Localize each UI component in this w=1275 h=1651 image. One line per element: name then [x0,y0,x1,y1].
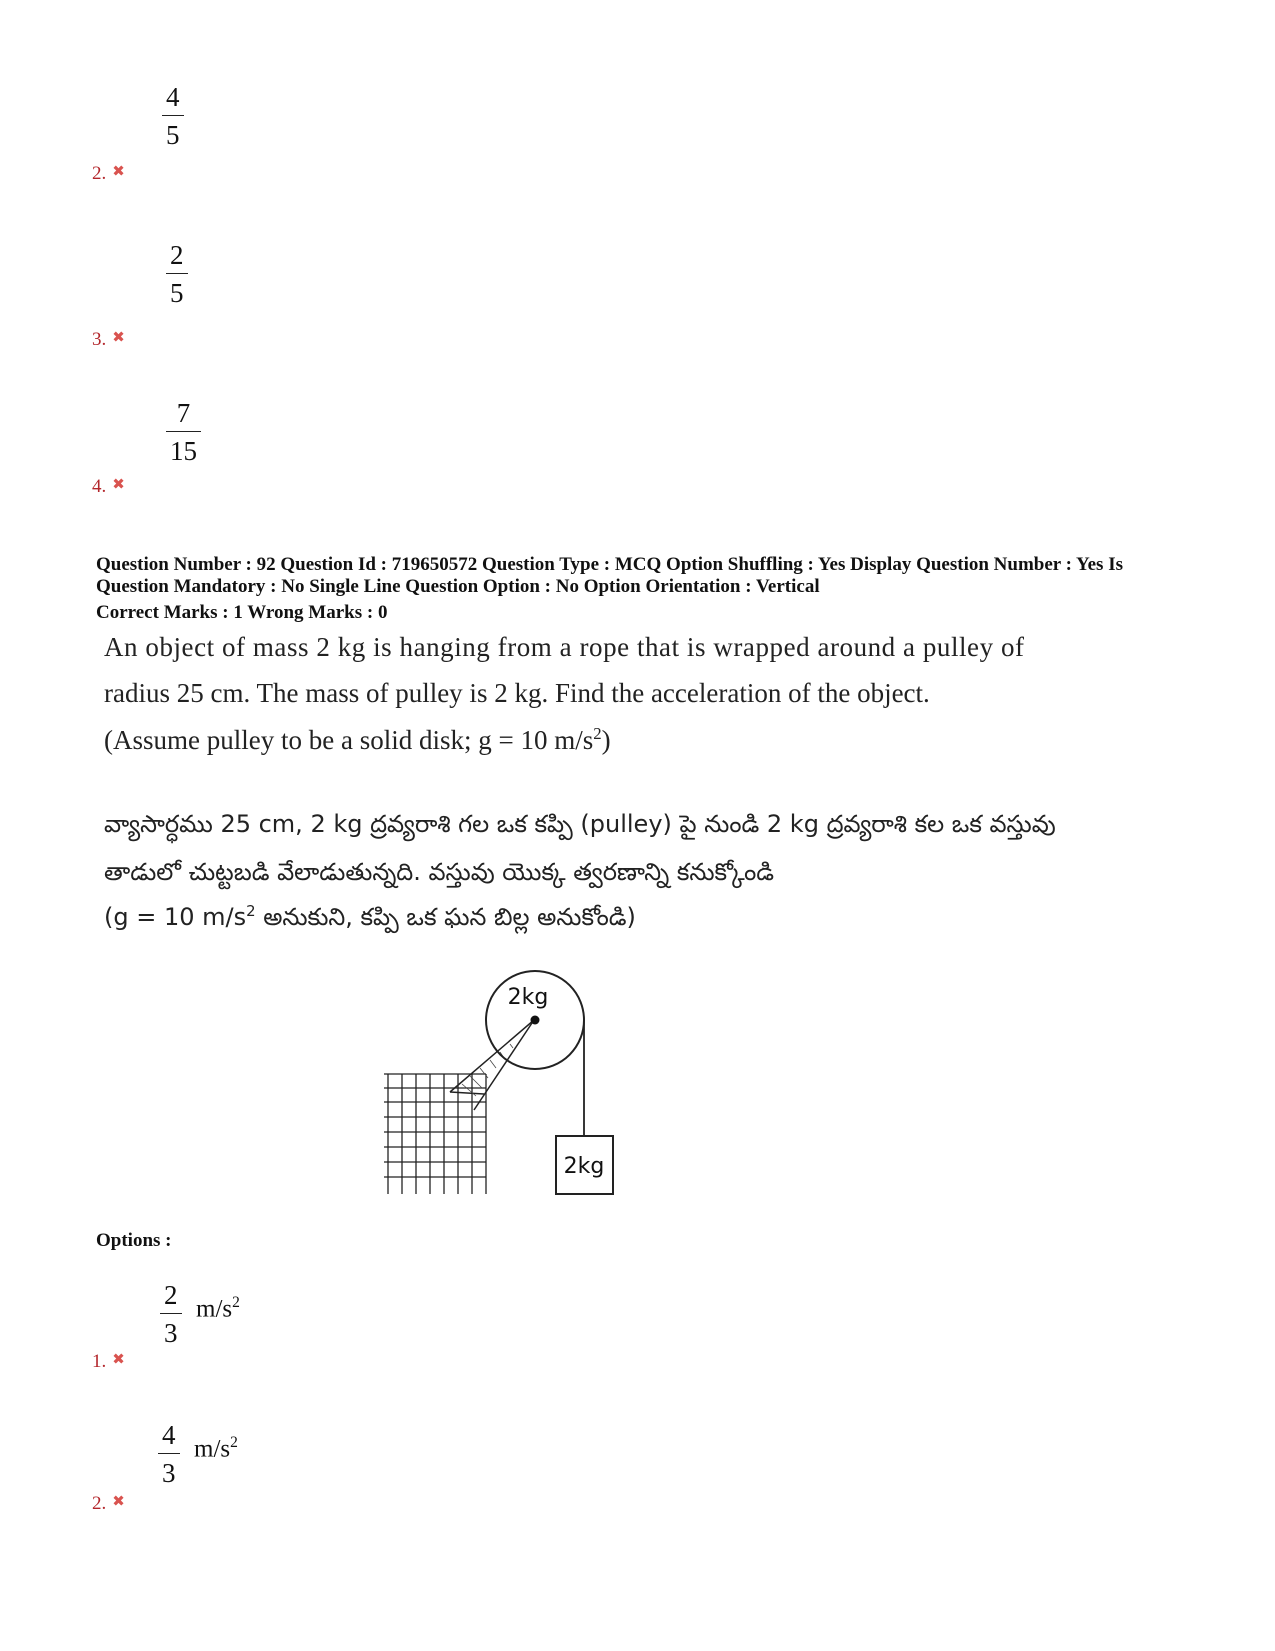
fraction-numerator: 2 [164,1280,178,1310]
question-meta-line-1: Question Number : 92 Question Id : 719650572 Question Type : MCQ Option Shuffling : Yes Display Question Number : Yes Is [96,554,1123,575]
option-number: 1. [92,1351,107,1372]
fraction-denominator: 5 [166,120,180,150]
question-text-en-line-3-main: (Assume pulley to be a solid disk; g = 10 m/s [104,725,594,755]
prev-option-2-fraction [162,84,184,149]
question-text-te-line-2: తాడులో చుట్టబడి వేలాడుతున్నది. వస్తువు యొక్క త్వరణాన్ని కనుక్కోండి [104,858,775,886]
option-2-fraction [158,1422,180,1487]
cross-icon: ✖ [112,162,125,180]
fraction-numerator: 4 [162,1420,176,1450]
marks-line: Correct Marks : 1 Wrong Marks : 0 [96,602,388,623]
wall-grid [384,1074,486,1194]
option-2[interactable] [92,1492,125,1515]
question-text-en-line-1: An object of mass 2 kg is hanging from a rope that is wrapped around a pulley of [104,632,1025,662]
option-number: 3. [92,329,107,350]
pulley-diagram [380,962,650,1242]
question-text-te-line-3-end: అనుకుని, కప్పి ఒక ఘన బిల్ల అనుకోండి) [255,903,636,931]
superscript: 2 [232,1294,240,1311]
option-2-unit [194,1434,238,1463]
fraction-numerator: 4 [166,82,180,112]
unit-text: m/s [194,1435,231,1463]
fraction-denominator: 15 [170,436,197,466]
pulley-axle [531,1016,540,1025]
prev-option-4-fraction [166,400,201,465]
option-number: 2. [92,163,107,184]
support-bracket [450,1020,534,1110]
cross-icon: ✖ [112,1492,125,1510]
question-meta-line-2: Question Mandatory : No Single Line Question Option : No Option Orientation : Vertical [96,576,820,597]
question-text-en-line-3-end: ) [601,725,611,755]
block-mass-label: 2kg [563,1154,605,1179]
superscript: 2 [593,724,602,743]
unit-text: m/s [196,1295,233,1323]
options-label: Options : [96,1230,172,1251]
option-1-unit [196,1294,240,1323]
option-number: 4. [92,476,107,497]
option-1[interactable] [92,1350,125,1373]
fraction-denominator: 5 [170,278,184,308]
question-text-te-line-3 [104,902,636,937]
prev-option-4[interactable] [92,475,125,498]
cross-icon: ✖ [112,1350,125,1368]
pulley-mass-label: 2kg [507,985,549,1010]
question-text-te-line-1: వ్యాసార్ధము 25 cm, 2 kg ద్రవ్యరాశి గల ఒక కప్పి (pulley) పై నుండి 2 kg ద్రవ్యరాశి కల ఒక వస్తువు [104,810,1056,838]
prev-option-3[interactable] [92,328,125,351]
question-text-te-line-3-main: (g = 10 m/s [104,903,247,931]
fraction-numerator: 7 [176,398,191,428]
question-text-en-line-3 [104,724,611,756]
cross-icon: ✖ [112,475,125,493]
prev-option-2[interactable] [92,162,125,185]
cross-icon: ✖ [112,328,125,346]
option-number: 2. [92,1493,107,1514]
superscript: 2 [230,1434,238,1451]
fraction-denominator: 3 [164,1318,178,1348]
fraction-numerator: 2 [170,240,184,270]
prev-option-3-fraction [166,242,188,307]
superscript: 2 [246,902,256,920]
question-text-en-line-2: radius 25 cm. The mass of pulley is 2 kg. Find the acceleration of the object. [104,678,930,708]
option-1-fraction [160,1282,182,1347]
fraction-denominator: 3 [162,1458,176,1488]
